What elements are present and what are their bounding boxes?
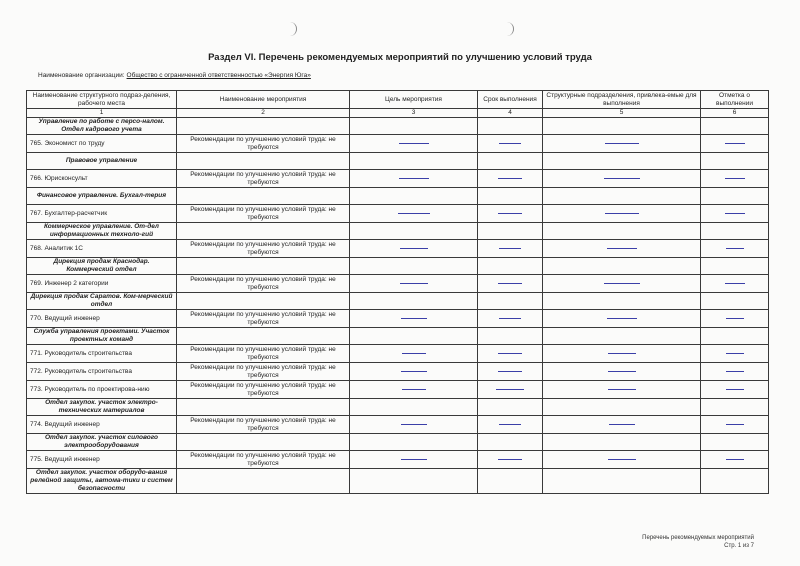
handwritten-dash <box>726 318 744 319</box>
header-measure: Наименование мероприятия <box>177 91 350 109</box>
section-name: Служба управления проектами. Участок проектных команд <box>27 328 177 345</box>
handwritten-dash <box>608 389 636 390</box>
page-number: Стр. 1 из 7 <box>724 543 754 549</box>
handwritten-dash <box>402 353 426 354</box>
measure-text: Рекомендации по улучшению условий труда: не требуются <box>177 451 350 469</box>
column-number: 6 <box>701 109 769 118</box>
handwritten-dash <box>400 283 428 284</box>
handwritten-dash <box>499 424 521 425</box>
section-name: Дирекция продаж Саратов. Ком-мерческий отдел <box>27 293 177 310</box>
job-title: 772. Руководитель строительства <box>27 363 177 381</box>
organization-label: Наименование организации: <box>38 72 125 79</box>
section-name: Правовое управление <box>27 153 177 170</box>
handwritten-dash <box>604 283 640 284</box>
job-title: 769. Инженер 2 категории <box>27 275 177 293</box>
handwritten-dash <box>401 424 427 425</box>
table-row <box>27 135 769 153</box>
handwritten-dash <box>608 459 636 460</box>
handwritten-dash <box>726 248 744 249</box>
job-title: 773. Руководитель по проектирова-нию <box>27 381 177 399</box>
header-row <box>27 91 769 109</box>
section-name: Отдел закупок. участок оборудо-вания релейной защиты, автома-тики и систем безопасности <box>27 469 177 494</box>
measure-text: Рекомендации по улучшению условий труда: не требуются <box>177 240 350 258</box>
handwritten-dash <box>607 248 637 249</box>
job-title: 765. Экономист по труду <box>27 135 177 153</box>
handwritten-dash <box>499 143 521 144</box>
handwritten-dash <box>400 248 428 249</box>
measures-table <box>26 90 769 494</box>
handwritten-dash <box>726 371 744 372</box>
table-row <box>27 363 769 381</box>
job-title: 770. Ведущий инженер <box>27 310 177 328</box>
handwritten-dash <box>399 143 429 144</box>
handwritten-dash <box>604 178 640 179</box>
section-row <box>27 434 769 451</box>
column-number: 2 <box>177 109 350 118</box>
handwritten-dash <box>725 213 745 214</box>
handwritten-dash <box>498 371 522 372</box>
organization-line <box>38 72 311 79</box>
table-row <box>27 240 769 258</box>
section-row <box>27 153 769 170</box>
measure-text: Рекомендации по улучшению условий труда: не требуются <box>177 363 350 381</box>
handwritten-dash <box>498 213 522 214</box>
section-row <box>27 258 769 275</box>
handwritten-dash <box>498 178 522 179</box>
section-name: Управление по работе с персо-налом. Отдел кадрового учета <box>27 118 177 135</box>
column-number: 5 <box>543 109 701 118</box>
job-title: 774. Ведущий инженер <box>27 416 177 434</box>
handwritten-dash <box>605 213 639 214</box>
measure-text: Рекомендации по улучшению условий труда: не требуются <box>177 275 350 293</box>
column-number: 4 <box>478 109 543 118</box>
table-row <box>27 381 769 399</box>
header-deadline: Срок выполнения <box>478 91 543 109</box>
measure-text: Рекомендации по улучшению условий труда: не требуются <box>177 416 350 434</box>
section-row <box>27 469 769 494</box>
job-title: 766. Юрисконсульт <box>27 170 177 188</box>
handwritten-dash <box>401 318 427 319</box>
handwritten-dash <box>608 371 636 372</box>
handwritten-dash <box>608 353 636 354</box>
handwritten-dash <box>605 143 639 144</box>
table-row <box>27 345 769 363</box>
handwritten-dash <box>607 318 637 319</box>
job-title: 767. Бухгалтер-расчетчик <box>27 205 177 223</box>
header-unit: Наименование структурного подраз-деления, рабочего места <box>27 91 177 109</box>
table-row <box>27 416 769 434</box>
page-title: Раздел VI. Перечень рекомендуемых мероприятий по улучшению условий труда <box>208 52 592 63</box>
handwritten-dash <box>725 283 745 284</box>
section-row <box>27 399 769 416</box>
job-title: 768. Аналитик 1С <box>27 240 177 258</box>
measure-text: Рекомендации по улучшению условий труда: не требуются <box>177 381 350 399</box>
handwritten-dash <box>499 318 521 319</box>
header-completion: Отметка о выполнении <box>701 91 769 109</box>
binder-mark-left <box>288 22 297 36</box>
handwritten-dash <box>398 213 430 214</box>
handwritten-dash <box>498 353 522 354</box>
handwritten-dash <box>726 353 744 354</box>
measure-text: Рекомендации по улучшению условий труда: не требуются <box>177 345 350 363</box>
section-name: Коммерческое управление. От-дел информационных техноло-гий <box>27 223 177 240</box>
column-number-row <box>27 109 769 118</box>
handwritten-dash <box>725 143 745 144</box>
footer-document-name: Перечень рекомендуемых мероприятий <box>642 535 754 541</box>
handwritten-dash <box>402 389 426 390</box>
job-title: 775. Ведущий инженер <box>27 451 177 469</box>
table-row <box>27 170 769 188</box>
handwritten-dash <box>726 459 744 460</box>
handwritten-dash <box>609 424 635 425</box>
section-name: Отдел закупок. участок силового электрооборудования <box>27 434 177 451</box>
handwritten-dash <box>499 248 521 249</box>
handwritten-dash <box>399 178 429 179</box>
handwritten-dash <box>725 178 745 179</box>
section-row <box>27 293 769 310</box>
handwritten-dash <box>401 459 427 460</box>
handwritten-dash <box>498 459 522 460</box>
binder-mark-right <box>505 22 514 36</box>
measure-text: Рекомендации по улучшению условий труда: не требуются <box>177 170 350 188</box>
section-name: Финансовое управление. Бухгал-терия <box>27 188 177 205</box>
measure-text: Рекомендации по улучшению условий труда: не требуются <box>177 205 350 223</box>
section-row <box>27 328 769 345</box>
section-row <box>27 223 769 240</box>
table-row <box>27 275 769 293</box>
table-row <box>27 310 769 328</box>
header-departments: Структурные подразделения, привлека-емые для выполнения <box>543 91 701 109</box>
section-row <box>27 188 769 205</box>
handwritten-dash <box>726 424 744 425</box>
job-title: 771. Руководитель строительства <box>27 345 177 363</box>
table-row <box>27 205 769 223</box>
column-number: 3 <box>350 109 478 118</box>
measure-text: Рекомендации по улучшению условий труда: не требуются <box>177 310 350 328</box>
section-name: Дирекция продаж Краснодар. Коммерческий отдел <box>27 258 177 275</box>
column-number: 1 <box>27 109 177 118</box>
handwritten-dash <box>496 389 524 390</box>
table-row <box>27 451 769 469</box>
page-footer <box>642 534 754 550</box>
section-row <box>27 118 769 135</box>
handwritten-dash <box>726 389 744 390</box>
header-goal: Цель мероприятия <box>350 91 478 109</box>
organization-name: Общество с ограниченной ответственностью «Энергия Юга» <box>126 72 311 79</box>
handwritten-dash <box>498 283 522 284</box>
handwritten-dash <box>401 371 427 372</box>
measure-text: Рекомендации по улучшению условий труда: не требуются <box>177 135 350 153</box>
section-name: Отдел закупок. участок электро-технических материалов <box>27 399 177 416</box>
